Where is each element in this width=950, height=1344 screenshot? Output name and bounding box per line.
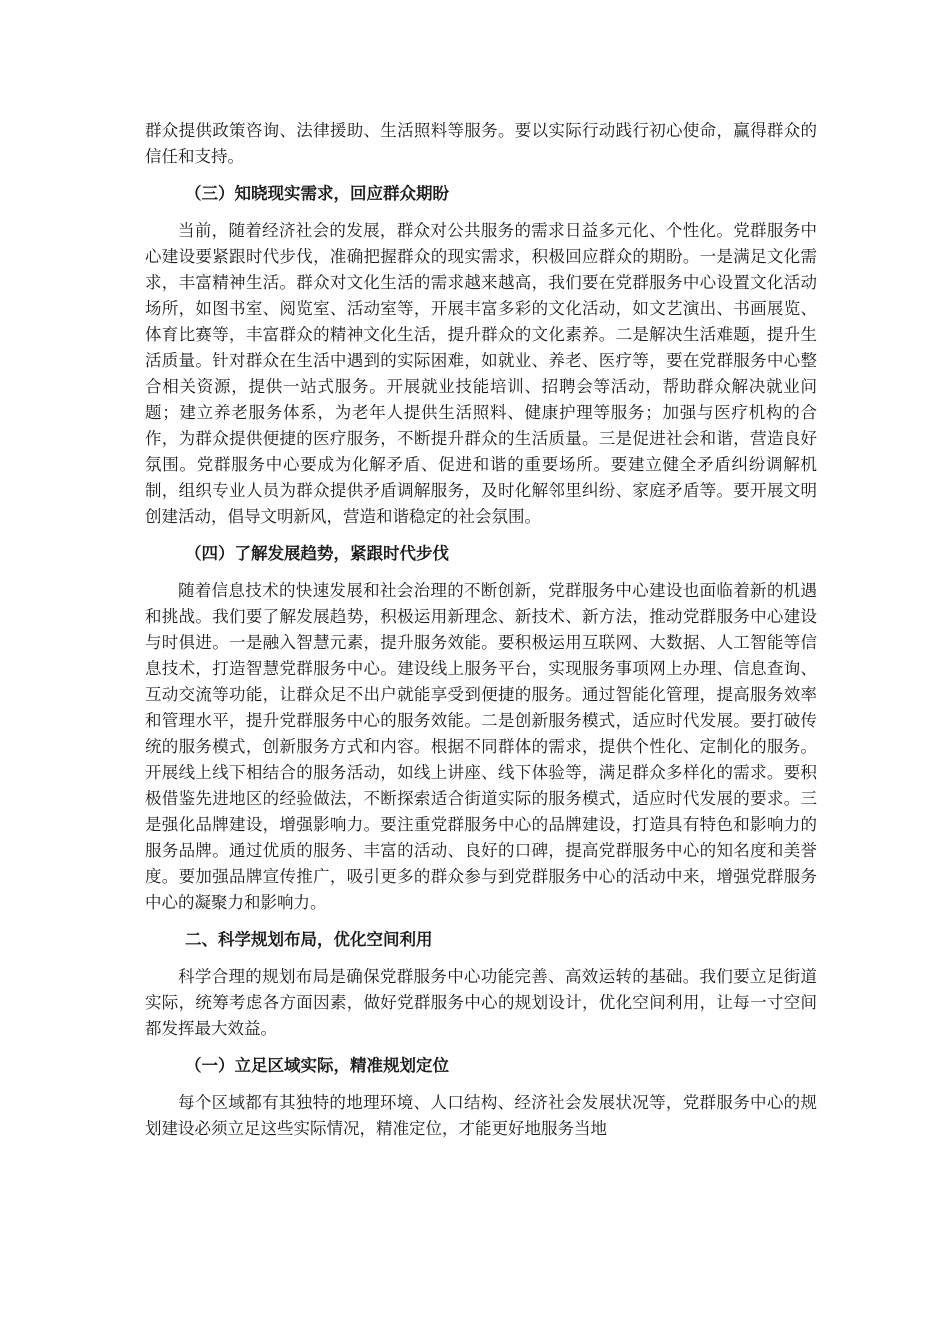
chapter-heading: 二、科学规划布局，优化空间利用	[185, 930, 433, 949]
body-paragraph: 每个区域都有其独特的地理环境、人口结构、经济社会发展状况等，党群服务中心的规划建设必须立足这些实际情况，精准定位，才能更好地服务当地	[145, 1093, 817, 1138]
section-heading: （三）知晓现实需求，回应群众期盼	[185, 184, 449, 203]
document-body	[145, 118, 817, 1142]
section-heading: （四）了解发展趋势，紧跟时代步伐	[185, 544, 449, 563]
body-paragraph: 科学合理的规划布局是确保党群服务中心功能完善、高效运转的基础。我们要立足街道实际，统筹考虑各方面因素，做好党群服务中心的规划设计，优化空间利用，让每一寸空间都发挥最大效益。	[145, 967, 817, 1038]
body-paragraph: 当前，随着经济社会的发展，群众对公共服务的需求日益多元化、个性化。党群服务中心建设要紧跟时代步伐，准确把握群众的现实需求，积极回应群众的期盼。一是满足文化需求，丰富精神生活。群众对文化生活的需求越来越高，我们要在党群服务中心设置文化活动场所，如图书室、阅览室、活动室等，开展丰富多彩的文化活动，如文艺演出、书画展览、体育比赛等，丰富群众的精神文化生活，提升群众的文化素养。二是解决生活难题，提升生活质量。针对群众在生活中遇到的实际困难，如就业、养老、医疗等，要在党群服务中心整合相关资源，提供一站式服务。开展就业技能培训、招聘会等活动，帮助群众解决就业问题；建立养老服务体系，为老年人提供生活照料、健康护理等服务；加强与医疗机构的合作，为群众提供便捷的医疗服务，不断提升群众的生活质量。三是促进社会和谐，营造良好氛围。党群服务中心要成为化解矛盾、促进和谐的重要场所。要建立健全矛盾纠纷调解机制，组织专业人员为群众提供矛盾调解服务，及时化解邻里纠纷、家庭矛盾等。要开展文明创建活动，倡导文明新风，营造和谐稳定的社会氛围。	[145, 221, 817, 526]
body-paragraph: 群众提供政策咨询、法律援助、生活照料等服务。要以实际行动践行初心使命，赢得群众的信任和支持。	[145, 121, 817, 166]
section-heading: （一）立足区域实际，精准规划定位	[185, 1056, 449, 1075]
body-paragraph: 随着信息技术的快速发展和社会治理的不断创新，党群服务中心建设也面临着新的机遇和挑战。我们要了解发展趋势，积极运用新理念、新技术、新方法，推动党群服务中心建设与时俱进。一是融入智慧元素，提升服务效能。要积极运用互联网、大数据、人工智能等信息技术，打造智慧党群服务中心。建设线上服务平台，实现服务事项网上办理、信息查询、互动交流等功能，让群众足不出户就能享受到便捷的服务。通过智能化管理，提高服务效率和管理水平，提升党群服务中心的服务效能。二是创新服务模式，适应时代发展。要打破传统的服务模式，创新服务方式和内容。根据不同群体的需求，提供个性化、定制化的服务。开展线上线下相结合的服务活动，如线上讲座、线下体验等，满足群众多样化的需求。要积极借鉴先进地区的经验做法，不断探索适合街道实际的服务模式，适应时代发展的要求。三是强化品牌建设，增强影响力。要注重党群服务中心的品牌建设，打造具有特色和影响力的服务品牌。通过优质的服务、丰富的活动、良好的口碑，提高党群服务中心的知名度和美誉度。要加强品牌宣传推广，吸引更多的群众参与到党群服务中心的活动中来，增强党群服务中心的凝聚力和影响力。	[145, 581, 817, 912]
